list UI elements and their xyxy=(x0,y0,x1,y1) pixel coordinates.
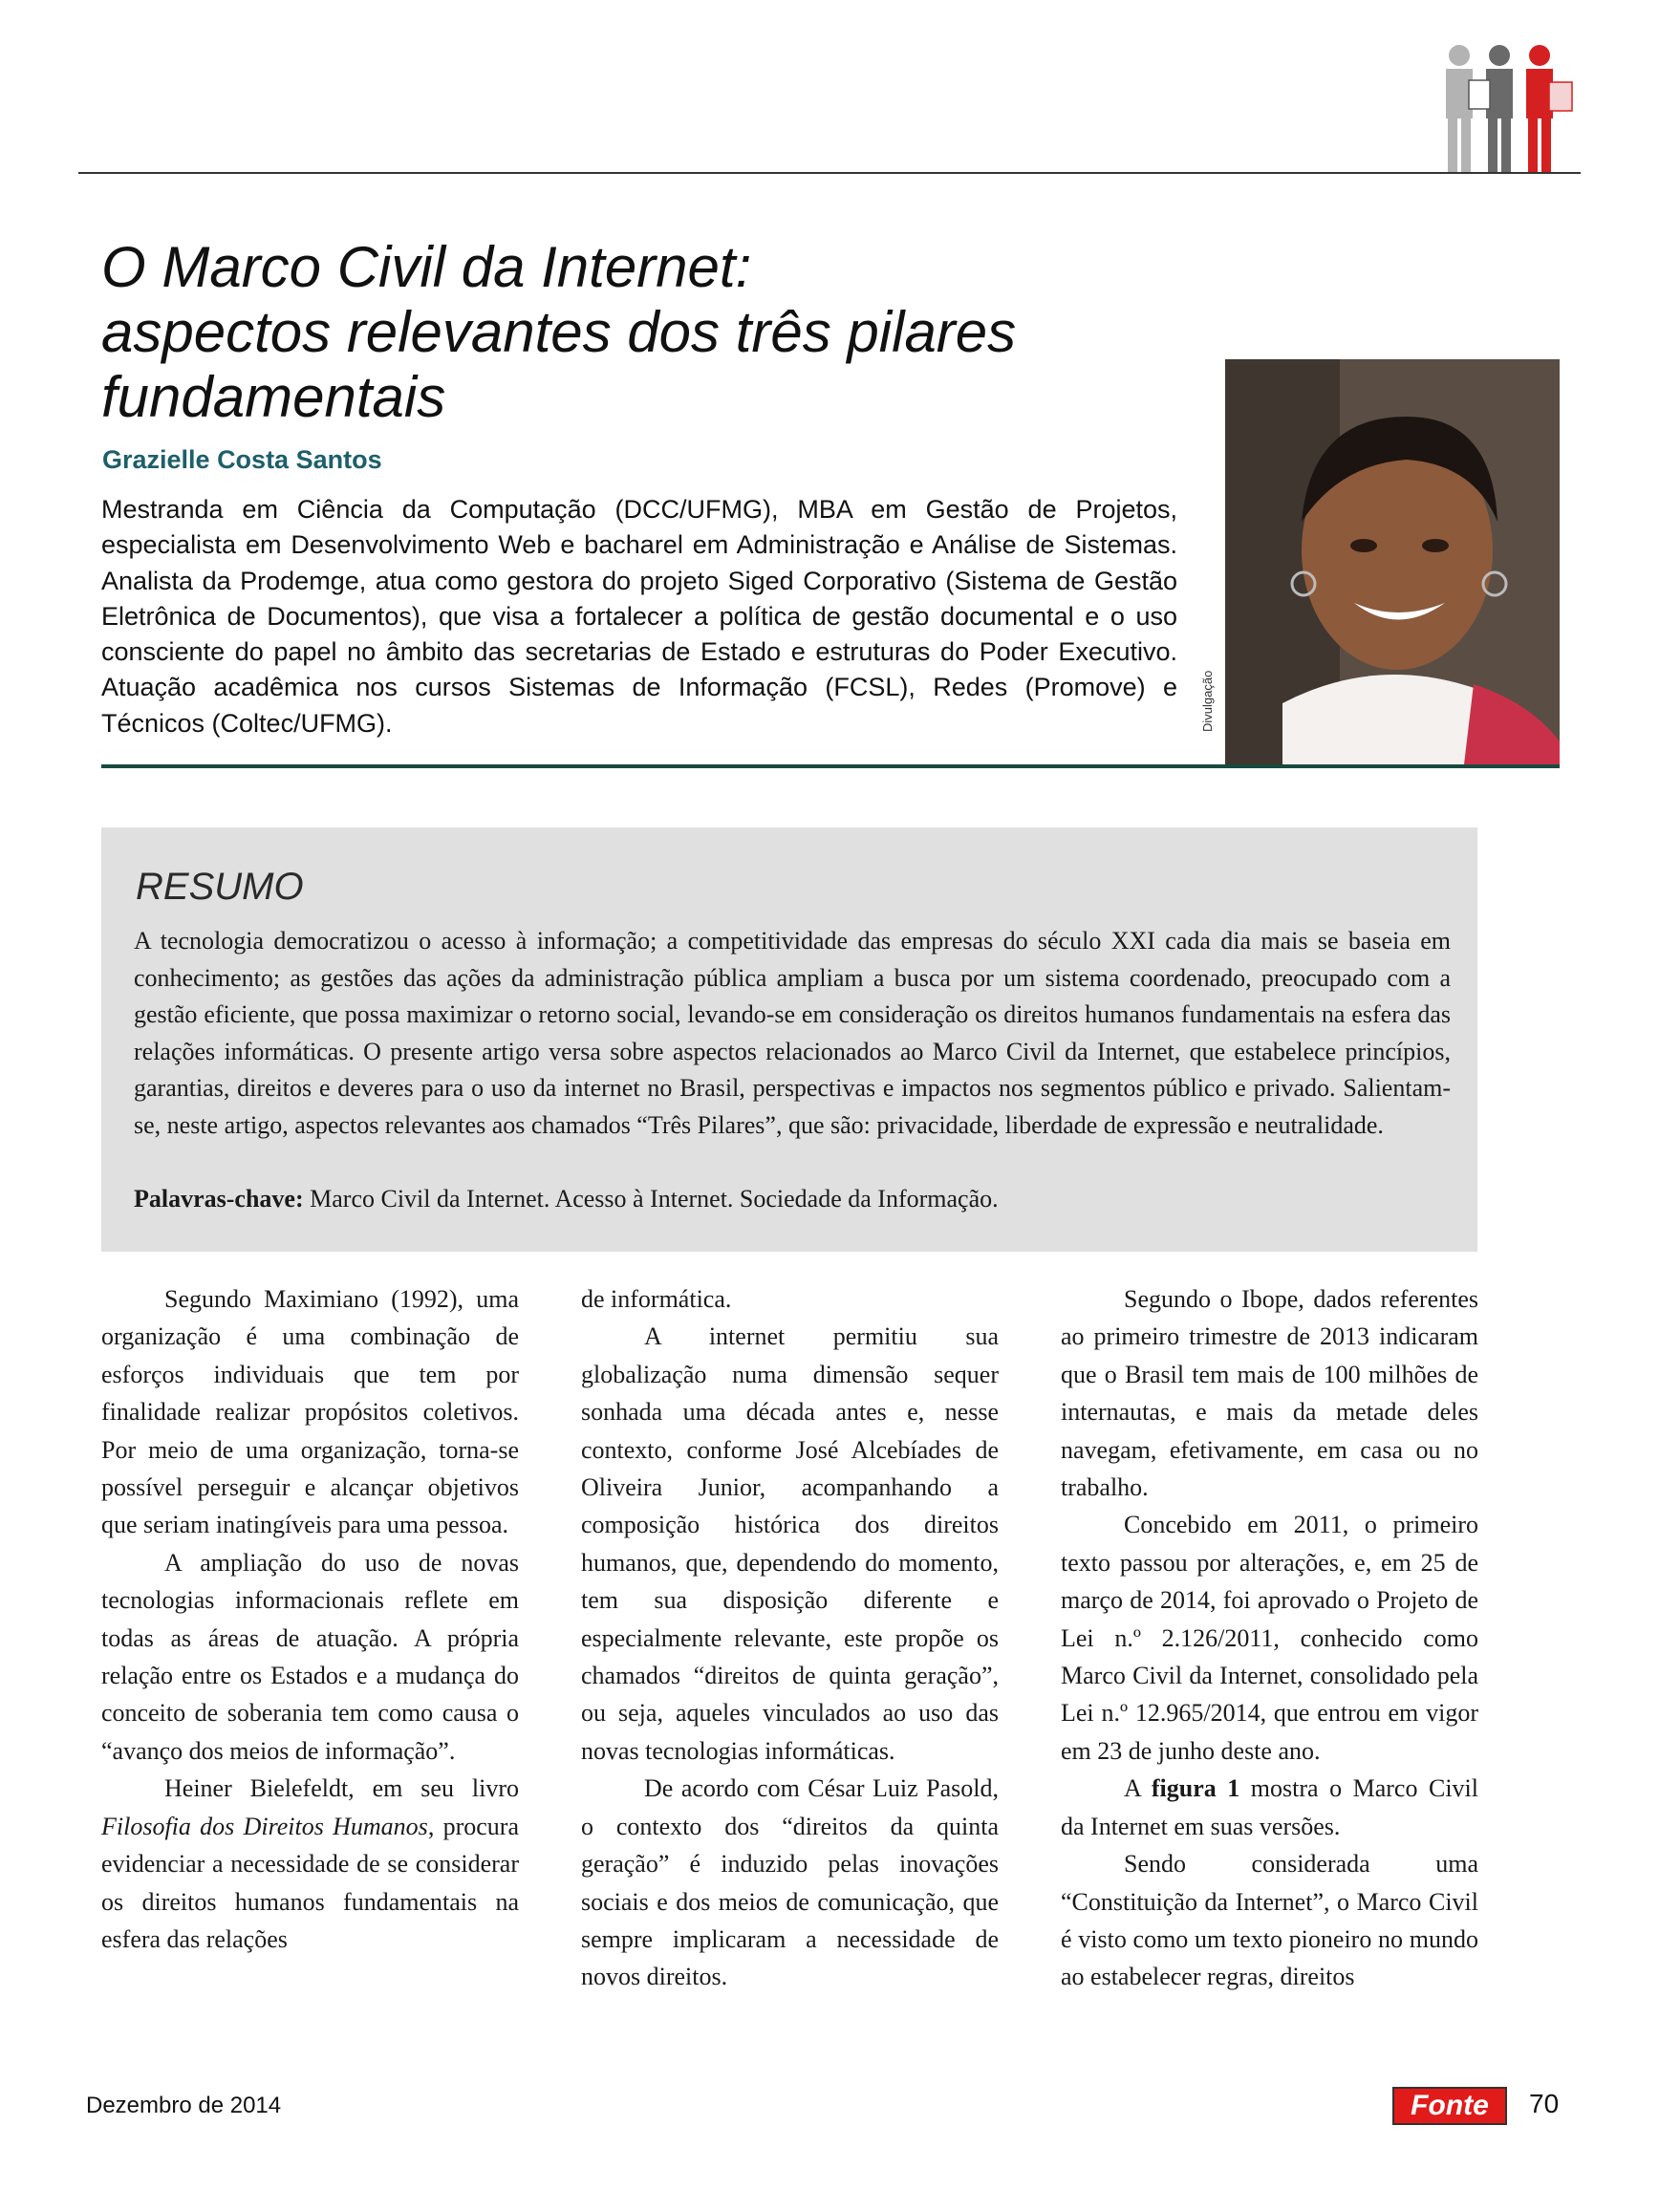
title-line-1: O Marco Civil da Internet: xyxy=(101,235,752,299)
figure-reference: figura 1 xyxy=(1151,1774,1240,1803)
abstract-heading: RESUMO xyxy=(136,866,304,908)
article-title xyxy=(101,235,1229,430)
author-photo xyxy=(1225,359,1560,764)
header-rule xyxy=(78,172,1581,174)
body-column-3 xyxy=(1061,1280,1478,1996)
body-column-1 xyxy=(101,1280,519,1958)
book-title: Filosofia dos Direitos Humanos xyxy=(101,1812,428,1840)
paragraph: de informática. xyxy=(581,1285,732,1313)
paragraph-text: A xyxy=(1124,1774,1152,1803)
abstract-text: A tecnologia democratizou o acesso à informação; a competitividade das empresas do século XXI cada dia mais se baseia em conhecimento; as gestões das ações da administração pública ampliam a busca por um sistema coordenado, preocupado com a gestão eficiente, que possa maximizar o retorno social, levando-se em consideração os direitos humanos fundamentais na esfera das relações informáticas. O presente artigo versa sobre aspectos relacionados ao Marco Civil da Internet, que estabelece princípios, garantias, direitos e deveres para o uso da internet no Brasil, perspectivas e impactos nos segmentos público e privado. Salientam-se, neste artigo, aspectos relevantes aos chamados “Três Pilares”, que são: privacidade, liberdade de expressão e neutralidade. xyxy=(134,927,1451,1139)
title-line-2: aspectos relevantes dos três pilares xyxy=(101,300,1017,364)
footer-date: Dezembro de 2014 xyxy=(86,2093,282,2118)
paragraph: Segundo o Ibope, dados referentes ao primeiro trimestre de 2013 indicaram que o Brasil tem mais de 100 milhões de internautas, e mais da metade deles navegam, efetivamente, em casa ou no trabalho. xyxy=(1061,1285,1478,1502)
keywords-list: Marco Civil da Internet. Acesso à Internet. Sociedade da Informação. xyxy=(310,1185,999,1213)
paragraph: A internet permitiu sua globalização numa dimensão sequer sonhada uma década antes e, nesse contexto, conforme José Alcebíades de Oliveira Junior, acompanhando a composição histórica dos direitos humanos, que, dependendo do momento, tem sua disposição diferente e especialmente relevante, este propõe os chamados “direitos de quinta geração”, ou seja, aqueles vinculados ao uso das novas tecnologias informáticas. xyxy=(581,1322,999,1765)
paragraph: Concebido em 2011, o primeiro texto passou por alterações, e, em 25 de março de 2014, foi aprovado o Projeto de Lei n.º 2.126/2011, conhecido como Marco Civil da Internet, consolidado pela Lei n.º 12.965/2014, que entrou em vigor em 23 de junho deste ano. xyxy=(1061,1511,1478,1765)
page-number: 70 xyxy=(1529,2089,1560,2118)
paragraph-text: , procura evidenciar a necessidade de se considerar os direitos humanos fundamentais na esfera das relações xyxy=(101,1812,519,1953)
magazine-logo-icon xyxy=(1438,42,1580,174)
paragraph: De acordo com César Luiz Pasold, o contexto dos “direitos da quinta geração” é induzido pelas inovações sociais e dos meios de comunicação, que sempre implicaram a necessidade de novos direitos. xyxy=(581,1774,999,1991)
header-separator xyxy=(101,764,1560,768)
body-column-2 xyxy=(581,1280,999,1996)
photo-credit: Divulgação xyxy=(1200,670,1215,732)
footer-brand-logo: Fonte xyxy=(1392,2087,1507,2125)
paragraph: Sendo considerada uma “Constituição da Internet”, o Marco Civil é visto como um texto pioneiro no mundo ao estabelecer regras, direitos xyxy=(1061,1850,1478,1991)
abstract-box xyxy=(101,827,1477,1252)
paragraph xyxy=(101,1770,519,1958)
paragraph-text: mostra o Marco Civil da Internet em suas versões. xyxy=(1061,1774,1478,1840)
paragraph: Segundo Maximiano (1992), uma organização é uma combinação de esforços individuais que tem por finalidade realizar propósitos coletivos. Por meio de uma organização, torna-se possível perseguir e alcançar objetivos que seriam inatingíveis para uma pessoa. xyxy=(101,1285,519,1539)
keywords-label: Palavras-chave: xyxy=(134,1185,304,1213)
paragraph-text: Heiner Bielefeldt, em seu livro xyxy=(164,1774,519,1803)
title-line-3: fundamentais xyxy=(101,365,446,429)
paragraph xyxy=(1061,1770,1478,1845)
paragraph: A ampliação do uso de novas tecnologias informacionais reflete em todas as áreas de atuação. A própria relação entre os Estados e a mudança do conceito de soberania tem como causa o “avanço dos meios de informação”. xyxy=(101,1548,519,1765)
author-name: Grazielle Costa Santos xyxy=(102,445,382,474)
keywords xyxy=(134,1181,1451,1217)
author-bio: Mestranda em Ciência da Computação (DCC/UFMG), MBA em Gestão de Projetos, especialista em Desenvolvimento Web e bacharel em Administração e Análise de Sistemas. Analista da Prodemge, atua como gestora do projeto Siged Corporativo (Sistema de Gestão Eletrônica de Documentos), que visa a fortalecer a política de gestão documental e o uso consciente do papel no âmbito das secretarias de Estado e estruturas do Poder Executivo. Atuação acadêmica nos cursos Sistemas de Informação (FCSL), Redes (Promove) e Técnicos (Coltec/UFMG). xyxy=(101,495,1177,738)
